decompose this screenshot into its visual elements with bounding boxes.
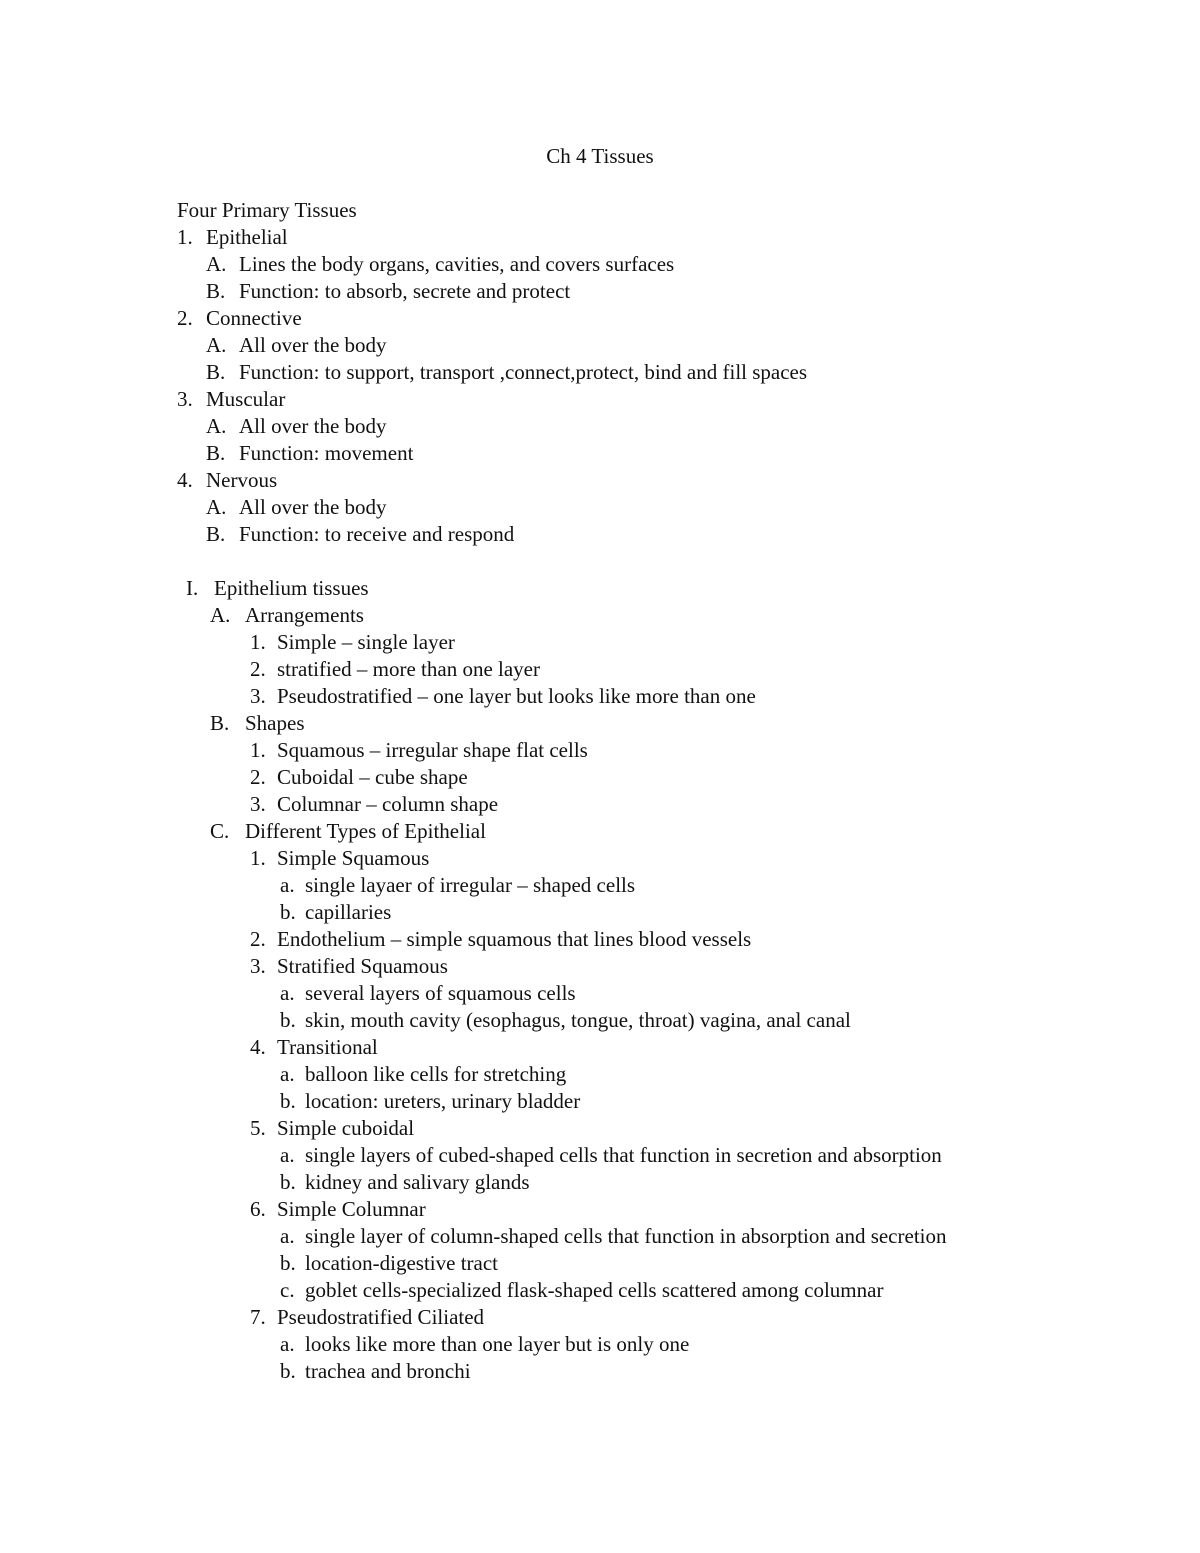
list-text: Lines the body organs, cavities, and covers surfaces	[239, 252, 675, 276]
list-marker: B.	[210, 711, 230, 735]
list-marker: 7.	[250, 1305, 266, 1329]
list-text: single layers of cubed-shaped cells that function in secretion and absorption	[305, 1143, 942, 1167]
list-text: stratified – more than one layer	[277, 657, 540, 681]
list-text: skin, mouth cavity (esophagus, tongue, throat) vagina, anal canal	[305, 1008, 851, 1032]
list-text: Simple Squamous	[277, 846, 430, 870]
heading-text: Four Primary Tissues	[177, 198, 357, 222]
list-text: goblet cells-specialized flask-shaped cells scattered among columnar	[305, 1278, 884, 1302]
list-marker: a.	[280, 1143, 295, 1167]
list-text: capillaries	[305, 900, 392, 924]
list-text: Simple Columnar	[277, 1197, 426, 1221]
list-text: Stratified Squamous	[277, 954, 448, 978]
list-marker: A.	[206, 333, 227, 357]
list-marker: A.	[206, 414, 227, 438]
list-marker: B.	[206, 522, 226, 546]
list-marker: A.	[206, 495, 227, 519]
list-text: kidney and salivary glands	[305, 1170, 530, 1194]
list-marker: a.	[280, 1224, 295, 1248]
list-text: location: ureters, urinary bladder	[305, 1089, 581, 1113]
list-marker: 1.	[177, 225, 193, 249]
list-marker: 1.	[250, 630, 266, 654]
list-marker: B.	[206, 360, 226, 384]
list-text: All over the body	[239, 495, 387, 519]
list-marker: 2.	[250, 927, 266, 951]
list-marker: 1.	[250, 846, 266, 870]
list-text: Pseudostratified Ciliated	[277, 1305, 485, 1329]
list-text: Transitional	[277, 1035, 378, 1059]
list-label: Connective	[206, 306, 302, 330]
document-title: Ch 4 Tissues	[546, 144, 654, 168]
list-marker: b.	[280, 1089, 296, 1113]
list-text: All over the body	[239, 414, 387, 438]
list-label: Muscular	[206, 387, 286, 411]
list-text: Columnar – column shape	[277, 792, 499, 816]
list-marker: 3.	[250, 684, 266, 708]
list-marker: 3.	[250, 792, 266, 816]
list-text: Squamous – irregular shape flat cells	[277, 738, 588, 762]
list-text: trachea and bronchi	[305, 1359, 471, 1383]
list-label: Epithelial	[206, 225, 288, 249]
list-marker: a.	[280, 1332, 295, 1356]
list-marker: 2.	[177, 306, 193, 330]
list-marker: b.	[280, 1008, 296, 1032]
list-marker: C.	[210, 819, 230, 843]
section-label: Epithelium tissues	[214, 576, 369, 600]
list-text: Simple cuboidal	[277, 1116, 415, 1140]
list-marker: A.	[210, 603, 231, 627]
list-text: Function: to support, transport ,connect,protect, bind and fill spaces	[239, 360, 808, 384]
list-marker: a.	[280, 981, 295, 1005]
list-text: Endothelium – simple squamous that lines blood vessels	[277, 927, 752, 951]
list-marker: 1.	[250, 738, 266, 762]
list-marker: 4.	[250, 1035, 266, 1059]
list-text: All over the body	[239, 333, 387, 357]
list-text: Function: to absorb, secrete and protect	[239, 279, 571, 303]
list-text: Function: movement	[239, 441, 414, 465]
list-label: Arrangements	[245, 603, 364, 627]
list-marker: b.	[280, 1251, 296, 1275]
list-marker: 2.	[250, 657, 266, 681]
list-text: looks like more than one layer but is only one	[305, 1332, 690, 1356]
list-marker: B.	[206, 279, 226, 303]
list-text: location-digestive tract	[305, 1251, 499, 1275]
list-marker: 6.	[250, 1197, 266, 1221]
list-marker: A.	[206, 252, 227, 276]
list-marker: 5.	[250, 1116, 266, 1140]
list-text: Cuboidal – cube shape	[277, 765, 468, 789]
list-marker: 2.	[250, 765, 266, 789]
list-text: Pseudostratified – one layer but looks like more than one	[277, 684, 756, 708]
list-text: single layaer of irregular – shaped cells	[305, 873, 636, 897]
list-text: Function: to receive and respond	[239, 522, 515, 546]
list-marker: a.	[280, 1062, 295, 1086]
list-marker: b.	[280, 1359, 296, 1383]
list-marker: 4.	[177, 468, 193, 492]
list-marker: B.	[206, 441, 226, 465]
list-label: Shapes	[245, 711, 305, 735]
list-label: Different Types of Epithelial	[245, 819, 486, 843]
list-marker: a.	[280, 873, 295, 897]
list-marker: b.	[280, 900, 296, 924]
list-text: single layer of column-shaped cells that function in absorption and secretion	[305, 1224, 947, 1248]
list-label: Nervous	[206, 468, 278, 492]
list-marker: 3.	[250, 954, 266, 978]
section-marker: I.	[186, 576, 199, 600]
list-marker: c.	[280, 1278, 295, 1302]
list-marker: b.	[280, 1170, 296, 1194]
list-text: several layers of squamous cells	[305, 981, 576, 1005]
list-text: balloon like cells for stretching	[305, 1062, 567, 1086]
list-marker: 3.	[177, 387, 193, 411]
list-text: Simple – single layer	[277, 630, 455, 654]
